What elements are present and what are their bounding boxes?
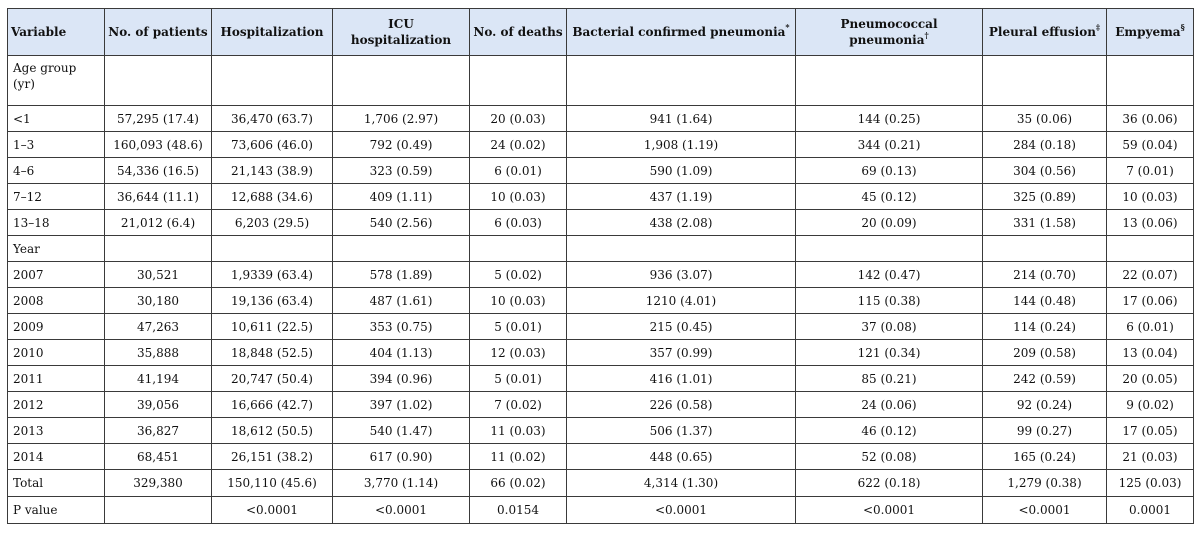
empty-cell	[212, 56, 333, 106]
table-cell: 1,908 (1.19)	[567, 132, 796, 158]
section-row-age	[8, 56, 1194, 106]
empty-cell	[105, 236, 212, 262]
table-cell: 226 (0.58)	[567, 392, 796, 418]
section-row-year	[8, 236, 1194, 262]
table-cell: 10 (0.03)	[470, 288, 567, 314]
table-cell: 5 (0.02)	[470, 262, 567, 288]
row-label: 2014	[8, 444, 105, 470]
table-cell: 36,827	[105, 418, 212, 444]
table-cell: 215 (0.45)	[567, 314, 796, 340]
table-cell: 617 (0.90)	[333, 444, 470, 470]
row-label: Total	[8, 470, 105, 497]
table-cell: 792 (0.49)	[333, 132, 470, 158]
table-cell: 21,012 (6.4)	[105, 210, 212, 236]
table-cell: 35 (0.06)	[983, 106, 1107, 132]
empty-cell	[333, 56, 470, 106]
table-cell: 19,136 (63.4)	[212, 288, 333, 314]
header-hospitalization: Hospitalization	[212, 9, 333, 56]
table-cell: 30,521	[105, 262, 212, 288]
table-cell: 36 (0.06)	[1107, 106, 1194, 132]
total-row	[8, 470, 1194, 497]
table-cell: 35,888	[105, 340, 212, 366]
pvalue-row	[8, 497, 1194, 524]
table-cell: 20 (0.09)	[796, 210, 983, 236]
table-container	[7, 8, 1193, 524]
table-cell: 10,611 (22.5)	[212, 314, 333, 340]
empty-cell	[983, 236, 1107, 262]
table-cell: 16,666 (42.7)	[212, 392, 333, 418]
empty-cell	[470, 236, 567, 262]
data-table	[7, 8, 1194, 524]
table-cell: 18,848 (52.5)	[212, 340, 333, 366]
table-cell: 20,747 (50.4)	[212, 366, 333, 392]
table-cell: <0.0001	[567, 497, 796, 524]
table-cell: 52 (0.08)	[796, 444, 983, 470]
table-cell: 284 (0.18)	[983, 132, 1107, 158]
table-cell: 11 (0.02)	[470, 444, 567, 470]
table-cell: 6 (0.03)	[470, 210, 567, 236]
header-bacterial: Bacterial confirmed pneumonia*	[567, 9, 796, 56]
table-cell: 437 (1.19)	[567, 184, 796, 210]
year-row	[8, 340, 1194, 366]
header-variable: Variable	[8, 9, 105, 56]
table-cell: 344 (0.21)	[796, 132, 983, 158]
table-cell: 4,314 (1.30)	[567, 470, 796, 497]
age-row	[8, 210, 1194, 236]
empty-cell	[212, 236, 333, 262]
header-pleural: Pleural effusion‡	[983, 9, 1107, 56]
year-row	[8, 314, 1194, 340]
table-cell: 5 (0.01)	[470, 314, 567, 340]
table-cell: 59 (0.04)	[1107, 132, 1194, 158]
table-cell: 144 (0.48)	[983, 288, 1107, 314]
table-cell: <0.0001	[212, 497, 333, 524]
row-label: 13–18	[8, 210, 105, 236]
table-cell: 0.0001	[1107, 497, 1194, 524]
header-deaths: No. of deaths	[470, 9, 567, 56]
table-cell: 41,194	[105, 366, 212, 392]
table-cell: 12,688 (34.6)	[212, 184, 333, 210]
row-label: 2012	[8, 392, 105, 418]
year-row	[8, 444, 1194, 470]
table-cell: 21,143 (38.9)	[212, 158, 333, 184]
row-label: 2009	[8, 314, 105, 340]
table-cell: 209 (0.58)	[983, 340, 1107, 366]
row-label: 1–3	[8, 132, 105, 158]
table-cell: 9 (0.02)	[1107, 392, 1194, 418]
table-cell: 17 (0.05)	[1107, 418, 1194, 444]
table-cell: 214 (0.70)	[983, 262, 1107, 288]
table-cell: 6 (0.01)	[470, 158, 567, 184]
table-cell: 331 (1.58)	[983, 210, 1107, 236]
table-cell: 329,380	[105, 470, 212, 497]
table-cell: 150,110 (45.6)	[212, 470, 333, 497]
age-row	[8, 132, 1194, 158]
table-cell: 357 (0.99)	[567, 340, 796, 366]
row-label: 2008	[8, 288, 105, 314]
table-cell: 125 (0.03)	[1107, 470, 1194, 497]
table-cell: 1,706 (2.97)	[333, 106, 470, 132]
table-cell: 54,336 (16.5)	[105, 158, 212, 184]
table-cell: 165 (0.24)	[983, 444, 1107, 470]
table-cell: 115 (0.38)	[796, 288, 983, 314]
table-cell: 404 (1.13)	[333, 340, 470, 366]
table-cell: 11 (0.03)	[470, 418, 567, 444]
table-cell: 36,644 (11.1)	[105, 184, 212, 210]
table-cell: 487 (1.61)	[333, 288, 470, 314]
table-cell: 325 (0.89)	[983, 184, 1107, 210]
table-cell: 540 (1.47)	[333, 418, 470, 444]
section-label-age: Age group (yr)	[8, 56, 105, 106]
header-icu: ICU hospitalization	[333, 9, 470, 56]
table-cell	[105, 497, 212, 524]
empty-cell	[567, 236, 796, 262]
header-empyema: Empyema§	[1107, 9, 1194, 56]
age-row	[8, 106, 1194, 132]
row-label: 2010	[8, 340, 105, 366]
table-cell: 30,180	[105, 288, 212, 314]
section-label-year: Year	[8, 236, 105, 262]
empty-cell	[567, 56, 796, 106]
table-cell: 68,451	[105, 444, 212, 470]
table-cell: 160,093 (48.6)	[105, 132, 212, 158]
row-label: 2013	[8, 418, 105, 444]
table-cell: 578 (1.89)	[333, 262, 470, 288]
table-cell: 66 (0.02)	[470, 470, 567, 497]
table-cell: 540 (2.56)	[333, 210, 470, 236]
table-cell: 39,056	[105, 392, 212, 418]
table-cell: 46 (0.12)	[796, 418, 983, 444]
table-cell: 3,770 (1.14)	[333, 470, 470, 497]
table-cell: <0.0001	[983, 497, 1107, 524]
table-cell: 92 (0.24)	[983, 392, 1107, 418]
table-body	[8, 56, 1194, 524]
table-cell: 114 (0.24)	[983, 314, 1107, 340]
row-label: <1	[8, 106, 105, 132]
table-cell: 936 (3.07)	[567, 262, 796, 288]
table-cell: 6 (0.01)	[1107, 314, 1194, 340]
table-cell: 0.0154	[470, 497, 567, 524]
table-cell: 7 (0.01)	[1107, 158, 1194, 184]
table-cell: 416 (1.01)	[567, 366, 796, 392]
table-cell: 1210 (4.01)	[567, 288, 796, 314]
table-cell: 304 (0.56)	[983, 158, 1107, 184]
table-cell: 45 (0.12)	[796, 184, 983, 210]
table-cell: 10 (0.03)	[1107, 184, 1194, 210]
table-cell: 144 (0.25)	[796, 106, 983, 132]
table-cell: 941 (1.64)	[567, 106, 796, 132]
empty-cell	[105, 56, 212, 106]
row-label: P value	[8, 497, 105, 524]
age-row	[8, 184, 1194, 210]
table-cell: 13 (0.06)	[1107, 210, 1194, 236]
table-cell: 1,279 (0.38)	[983, 470, 1107, 497]
table-cell: 57,295 (17.4)	[105, 106, 212, 132]
table-cell: 438 (2.08)	[567, 210, 796, 236]
year-row	[8, 262, 1194, 288]
table-cell: 99 (0.27)	[983, 418, 1107, 444]
age-row	[8, 158, 1194, 184]
table-cell: 7 (0.02)	[470, 392, 567, 418]
table-cell: 1,9339 (63.4)	[212, 262, 333, 288]
table-cell: 409 (1.11)	[333, 184, 470, 210]
year-row	[8, 288, 1194, 314]
table-cell: 590 (1.09)	[567, 158, 796, 184]
table-cell: 85 (0.21)	[796, 366, 983, 392]
row-label: 2007	[8, 262, 105, 288]
table-cell: 69 (0.13)	[796, 158, 983, 184]
table-cell: 20 (0.03)	[470, 106, 567, 132]
table-cell: 13 (0.04)	[1107, 340, 1194, 366]
year-row	[8, 418, 1194, 444]
table-cell: 24 (0.02)	[470, 132, 567, 158]
table-cell: 5 (0.01)	[470, 366, 567, 392]
table-cell: 448 (0.65)	[567, 444, 796, 470]
header-patients: No. of patients	[105, 9, 212, 56]
empty-cell	[470, 56, 567, 106]
empty-cell	[796, 56, 983, 106]
table-cell: 24 (0.06)	[796, 392, 983, 418]
table-cell: <0.0001	[796, 497, 983, 524]
table-cell: 10 (0.03)	[470, 184, 567, 210]
table-cell: 47,263	[105, 314, 212, 340]
table-cell: 142 (0.47)	[796, 262, 983, 288]
table-cell: 397 (1.02)	[333, 392, 470, 418]
header-row	[8, 9, 1194, 56]
footnote-mark: ‡	[1095, 22, 1101, 32]
empty-cell	[983, 56, 1107, 106]
table-cell: 22 (0.07)	[1107, 262, 1194, 288]
year-row	[8, 392, 1194, 418]
table-cell: <0.0001	[333, 497, 470, 524]
table-cell: 18,612 (50.5)	[212, 418, 333, 444]
table-cell: 323 (0.59)	[333, 158, 470, 184]
table-cell: 17 (0.06)	[1107, 288, 1194, 314]
table-cell: 622 (0.18)	[796, 470, 983, 497]
table-cell: 242 (0.59)	[983, 366, 1107, 392]
footnote-mark: †	[924, 30, 929, 40]
footnote-mark: *	[785, 22, 790, 32]
table-cell: 20 (0.05)	[1107, 366, 1194, 392]
table-cell: 353 (0.75)	[333, 314, 470, 340]
table-cell: 6,203 (29.5)	[212, 210, 333, 236]
row-label: 4–6	[8, 158, 105, 184]
empty-cell	[796, 236, 983, 262]
row-label: 2011	[8, 366, 105, 392]
table-cell: 73,606 (46.0)	[212, 132, 333, 158]
year-row	[8, 366, 1194, 392]
table-cell: 21 (0.03)	[1107, 444, 1194, 470]
table-cell: 37 (0.08)	[796, 314, 983, 340]
table-cell: 26,151 (38.2)	[212, 444, 333, 470]
row-label: 7–12	[8, 184, 105, 210]
table-cell: 12 (0.03)	[470, 340, 567, 366]
table-cell: 36,470 (63.7)	[212, 106, 333, 132]
footnote-mark: §	[1180, 22, 1185, 32]
table-cell: 394 (0.96)	[333, 366, 470, 392]
empty-cell	[1107, 56, 1194, 106]
table-cell: 121 (0.34)	[796, 340, 983, 366]
header-pneumococcal: Pneumococcal pneumonia†	[796, 9, 983, 56]
empty-cell	[1107, 236, 1194, 262]
empty-cell	[333, 236, 470, 262]
table-cell: 506 (1.37)	[567, 418, 796, 444]
